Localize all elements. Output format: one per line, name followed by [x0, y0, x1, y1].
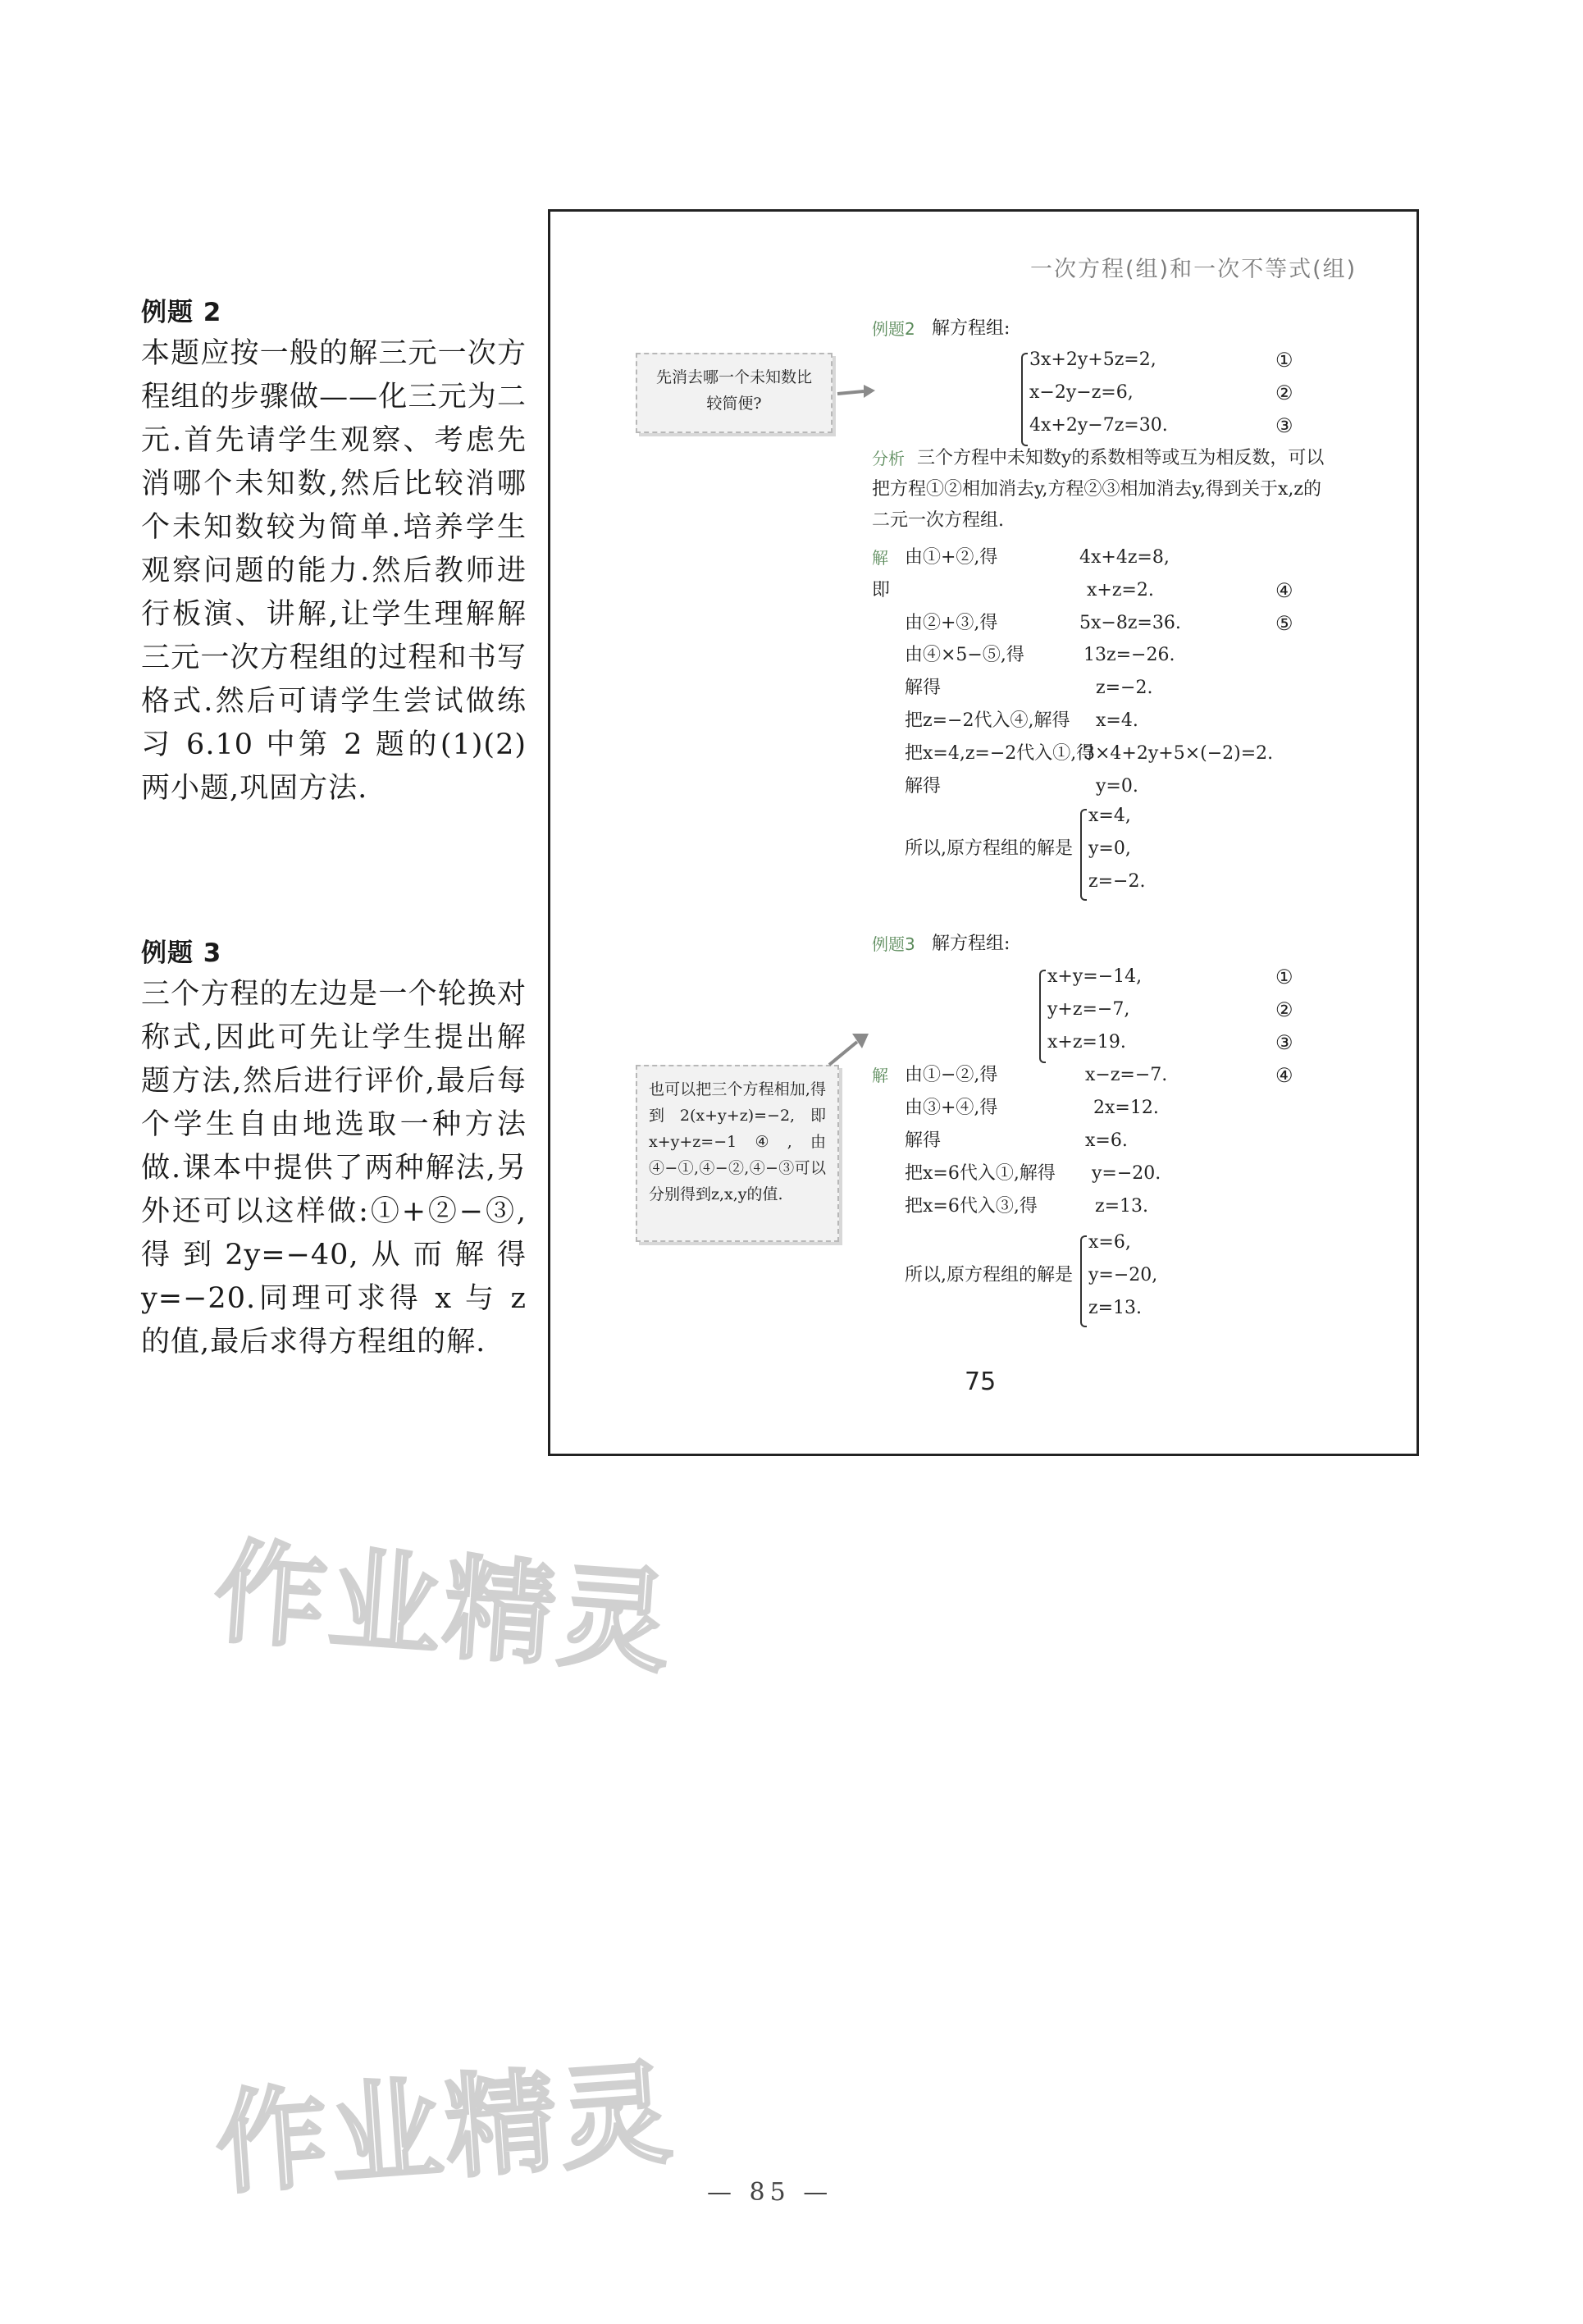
ex3-answer-x: x=6,: [1088, 1232, 1131, 1253]
ex3-step-2-right: 2x=12.: [1093, 1098, 1159, 1118]
ex3-step-mark-4: ④: [1275, 1064, 1293, 1087]
ex2-system-brace: [1021, 353, 1028, 446]
ex2-answer-x: x=4,: [1088, 806, 1131, 826]
ex2-step-5-left: 解得: [905, 678, 942, 698]
ex2-step-7-left: 把x=4,z=−2代入①,得: [905, 743, 1095, 764]
ex3-mark-1: ①: [1275, 966, 1293, 988]
ex2-step-mark-4: ④: [1275, 579, 1293, 602]
ex3-mark-3: ③: [1275, 1031, 1293, 1054]
ex2-answer-z: z=−2.: [1088, 871, 1146, 892]
ex2-hint-arrow: [836, 381, 877, 402]
textbook-page-number: 75: [965, 1367, 997, 1396]
chapter-header: 一次方程(组)和一次不等式(组): [1030, 257, 1357, 282]
ex2-step-3-right: 5x−8z=36.: [1079, 613, 1181, 633]
ex2-analysis-line-1: 三个方程中未知数y的系数相等或互为相反数，可以: [917, 448, 1325, 468]
ex3-solution-tag: 解: [872, 1066, 888, 1085]
ex3-label: 例题3: [872, 934, 915, 954]
ex2-step-7-right: 3×4+2y+5×(−2)=2.: [1083, 743, 1274, 764]
textbook-page: [548, 209, 1419, 1456]
ex2-step-6-right: x=4.: [1096, 710, 1138, 731]
ex3-step-2-left: 由③+④,得: [905, 1098, 998, 1118]
watermark-lower: 作业精灵: [212, 2048, 679, 2211]
ex2-answer-label: 所以,原方程组的解是: [905, 838, 1073, 859]
ex3-step-4-left: 把x=6代入①,解得: [905, 1163, 1056, 1184]
ex2-ji-tag: 即: [872, 580, 891, 600]
ex2-step-6-left: 把z=−2代入④,解得: [905, 710, 1070, 731]
ex3-step-4-right: y=−20.: [1092, 1163, 1161, 1184]
ex2-step-5-right: z=−2.: [1096, 678, 1153, 698]
ex3-prompt: 解方程组:: [932, 934, 1010, 954]
ex2-step-3-left: 由②+③,得: [905, 613, 998, 633]
ex3-step-3-left: 解得: [905, 1130, 942, 1151]
ex2-mark-3: ③: [1275, 414, 1293, 437]
ex3-answer-z: z=13.: [1088, 1298, 1143, 1318]
example-2-commentary: 本题应按一般的解三元一次方程组的步骤做——化三元为二元.首先请学生观察、考虑先消哪个未知数,然后比较消哪个未知数较为简单.培养学生观察问题的能力.然后教师进行板演、讲解,让学生理解解三元一次方程组的过程和书写格式.然后可请学生尝试做练习 6.10 中第 2 题的(1)(2)两小题,巩固方法.: [141, 337, 527, 805]
ex3-answer-y: y=−20,: [1088, 1265, 1158, 1285]
ex2-step-4-right: 13z=−26.: [1083, 645, 1175, 665]
ex3-system-brace: [1039, 970, 1046, 1063]
watermark-upper: 作业精灵: [210, 1527, 677, 1690]
ex2-analysis-tag: 分析: [872, 449, 905, 468]
ex3-answer-label: 所以,原方程组的解是: [905, 1265, 1073, 1285]
ex2-mark-1: ①: [1275, 349, 1293, 372]
ex2-eq-1: 3x+2y+5z=2,: [1029, 349, 1156, 370]
ex3-eq-2: y+z=−7,: [1047, 999, 1130, 1020]
ex3-step-1-left: 由①−②,得: [905, 1065, 998, 1085]
ex3-mark-2: ②: [1275, 998, 1293, 1021]
ex3-step-5-left: 把x=6代入③,得: [905, 1196, 1038, 1217]
ex3-hint-note: 也可以把三个方程相加,得到2(x+y+z)=−2,即x+y+z=−1④,由④−①,④−②,④−③可以分别得到z,x,y的值.: [636, 1065, 839, 1242]
ex3-step-5-right: z=13.: [1095, 1196, 1149, 1217]
ex2-answer-brace: [1080, 809, 1087, 901]
ex2-mark-2: ②: [1275, 381, 1293, 404]
ex2-step-1-right: 4x+4z=8,: [1079, 547, 1170, 568]
ex3-eq-3: x+z=19.: [1047, 1032, 1126, 1052]
footer-page-number: — 85 —: [707, 2178, 833, 2207]
example-2-label: 例题 2: [141, 298, 222, 327]
ex3-step-1-right: x−z=−7.: [1085, 1065, 1168, 1085]
ex2-step-mark-5: ⑤: [1275, 612, 1293, 635]
example-3-commentary: 三个方程的左边是一个轮换对称式,因此可先让学生提出解题方法,然后进行评价,最后每个学生自由地选取一种方法做.课本中提供了两种解法,另外还可以这样做:①+②−③,得到2y=−40,从而解得 y=−20.同理可求得 x 与 z 的值,最后求得方程组的解.: [141, 978, 527, 1358]
ex3-eq-1: x+y=−14,: [1047, 966, 1143, 987]
ex2-solution-tag: 解: [872, 548, 888, 568]
ex3-answer-brace: [1080, 1235, 1087, 1327]
ex2-step-8-right: y=0.: [1096, 776, 1138, 797]
ex2-prompt: 解方程组:: [932, 318, 1010, 339]
ex3-hint-arrow: [826, 1029, 875, 1070]
ex2-analysis-line-3: 二元一次方程组.: [872, 510, 1004, 531]
ex2-hint-note: 先消去哪一个未知数比较简便?: [636, 353, 833, 433]
ex2-step-2-right: x+z=2.: [1087, 580, 1154, 600]
ex3-step-3-right: x=6.: [1085, 1130, 1128, 1151]
ex2-eq-3: 4x+2y−7z=30.: [1029, 415, 1168, 436]
ex2-step-8-left: 解得: [905, 776, 942, 797]
ex2-answer-y: y=0,: [1088, 838, 1131, 859]
ex2-label: 例题2: [872, 319, 915, 339]
ex2-step-4-left: 由④×5−⑤,得: [905, 645, 1024, 665]
ex2-analysis-line-2: 把方程①②相加消去y,方程②③相加消去y,得到关于x,z的: [872, 479, 1321, 500]
example-3-label: 例题 3: [141, 938, 222, 968]
ex2-eq-2: x−2y−z=6,: [1029, 382, 1134, 403]
ex2-step-1-left: 由①+②,得: [905, 547, 998, 568]
